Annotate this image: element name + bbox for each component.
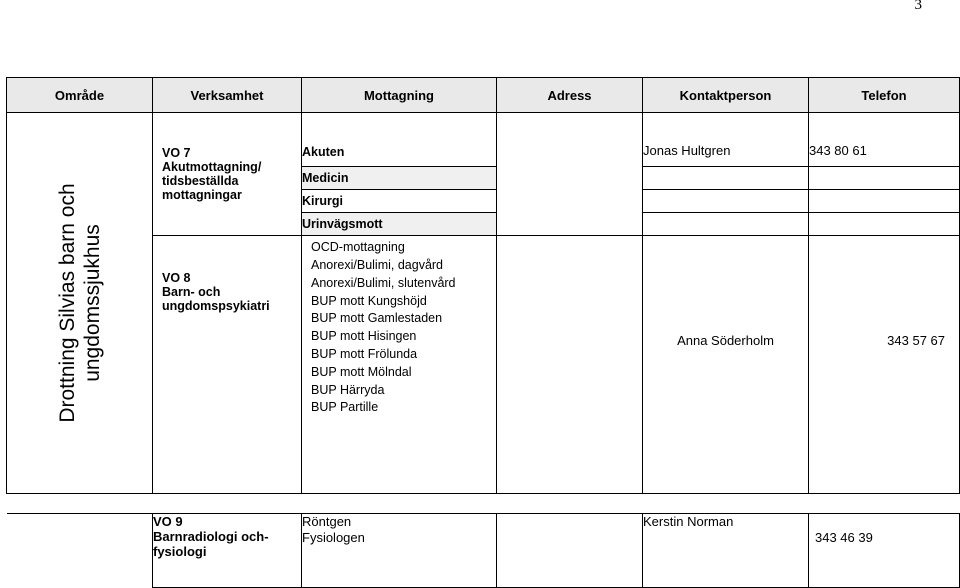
hospital-name: Drottning Silvias barn och ungdomssjukhus xyxy=(56,183,104,423)
vo7-cell xyxy=(153,113,302,236)
vo7-phone-empty-1 xyxy=(809,166,960,189)
contact-directory-table xyxy=(6,77,960,588)
reception-bup-harryda: BUP Härryda xyxy=(311,382,385,397)
reception-kirurgi: Kirurgi xyxy=(302,190,497,213)
vo8-phone: 343 57 67 xyxy=(809,236,960,494)
vo9-title: VO 9 xyxy=(153,514,183,529)
vo9-cell xyxy=(153,514,302,588)
vo9-contact: Kerstin Norman xyxy=(643,514,809,588)
vo7-phone-empty-3 xyxy=(809,213,960,236)
reception-bup-molndal: BUP mott Mölndal xyxy=(311,364,412,379)
vo7-title: VO 7 xyxy=(162,146,191,160)
vo7-line-2: tidsbeställda xyxy=(162,174,239,188)
reception-bup-partille: BUP Partille xyxy=(311,400,379,415)
reception-anorexi-slutenvard: Anorexi/Bulimi, slutenvård xyxy=(311,275,456,290)
page-number: 3 xyxy=(914,0,922,13)
reception-urinvagsmott: Urinvägsmott xyxy=(302,213,497,236)
reception-fysiologen: Fysiologen xyxy=(302,530,365,545)
reception-bup-hisingen: BUP mott Hisingen xyxy=(311,329,417,344)
vo8-line-2: ungdomspsykiatri xyxy=(162,299,270,314)
reception-akuten: Akuten xyxy=(302,113,497,167)
vo7-contact: Jonas Hultgren xyxy=(643,113,809,167)
header-mottagning: Mottagning xyxy=(302,78,497,113)
header-omrade: Område xyxy=(7,78,153,113)
hospital-cell xyxy=(7,113,153,494)
vo8-receptions-cell xyxy=(302,236,497,494)
reception-rontgen: Röntgen xyxy=(302,514,352,529)
vo8-cell xyxy=(153,236,302,494)
reception-bup-gamlestaden: BUP mott Gamlestaden xyxy=(311,311,443,326)
header-row xyxy=(7,78,960,113)
vo7-contact-empty-1 xyxy=(643,166,809,189)
vo8-contact: Anna Söderholm xyxy=(643,236,809,494)
vo7-address xyxy=(497,113,643,236)
vo7-line-1: Akutmottagning/ xyxy=(162,160,262,174)
vo7-contact-empty-2 xyxy=(643,190,809,213)
vo9-address xyxy=(497,514,643,588)
vo9-area-empty xyxy=(7,514,153,588)
reception-bup-frolunda: BUP mott Frölunda xyxy=(311,347,418,362)
vo9-phone: 343 46 39 xyxy=(809,514,960,588)
vo8-address xyxy=(497,236,643,494)
header-verksamhet: Verksamhet xyxy=(153,78,302,113)
vo8-line-1: Barn- och xyxy=(162,285,221,300)
vo7-line-3: mottagningar xyxy=(162,188,242,202)
header-telefon: Telefon xyxy=(809,78,960,113)
vo8-title: VO 8 xyxy=(162,271,191,286)
vo9-line-1: Barnradiologi och- xyxy=(153,529,269,544)
reception-medicin: Medicin xyxy=(302,166,497,189)
reception-bup-kungshojd: BUP mott Kungshöjd xyxy=(311,293,427,308)
reception-anorexi-dagvard: Anorexi/Bulimi, dagvård xyxy=(311,258,444,273)
reception-ocd: OCD-mottagning xyxy=(311,240,405,255)
vo9-line-2: fysiologi xyxy=(153,544,207,559)
vo7-contact-empty-3 xyxy=(643,213,809,236)
header-adress: Adress xyxy=(497,78,643,113)
vo7-phone-empty-2 xyxy=(809,190,960,213)
vo7-phone: 343 80 61 xyxy=(809,113,960,167)
header-kontaktperson: Kontaktperson xyxy=(643,78,809,113)
spacer-row xyxy=(7,494,960,514)
vo9-receptions-cell xyxy=(302,514,497,588)
